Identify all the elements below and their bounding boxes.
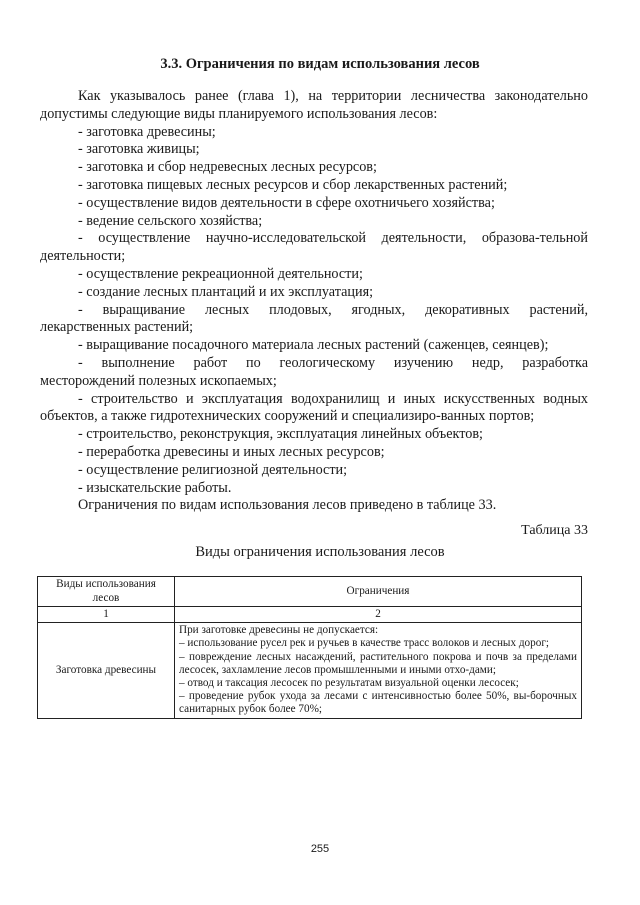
usage-type-cell: Заготовка древесины [38,623,175,718]
list-item [40,337,588,355]
restriction-line: – повреждение лесных насаждений, растительного покрова и почв за пределами лесосек, захламление лесов промышленными и иными отхо-дами; [179,650,577,676]
list-item [40,230,588,266]
list-item [40,284,588,302]
section-heading: 3.3. Ограничения по видам использования лесов [160,56,480,72]
list-item-line: - заготовка пищевых лесных ресурсов и сбор лекарственных растений; [78,176,508,193]
list-item [40,177,588,195]
list-item [40,124,588,142]
list-item-line: - ведение сельского хозяйства; [78,212,263,229]
column-number: 2 [175,607,582,623]
table-number-row [38,607,582,623]
list-item-line: - осуществление религиозной деятельности; [78,461,348,478]
list-item [40,213,588,231]
restriction-line: – отвод и таксация лесосек по результатам визуальной оценки лесосек; [179,677,519,690]
list-item-line: - осуществление видов деятельности в сфере охотничьего хозяйства; [78,194,495,211]
list-item [40,159,588,177]
list-item-line: деятельности; [40,248,126,265]
list-item-line: - осуществление научно-исследовательской деятельности, образова-тельной [78,230,588,247]
intro-line: Как указывалось ранее (глава 1), на территории лесничества законодательно [78,88,588,104]
list-item-line: - строительство, реконструкция, эксплуатация линейных объектов; [78,426,483,443]
table-row [38,623,582,718]
list-item [40,355,588,391]
list-item-line: - заготовка древесины; [78,123,216,140]
restrictions-table [37,576,582,719]
list-item-line: - создание лесных плантаций и их эксплуатация; [78,283,374,300]
list-item-line: объектов, а также гидротехнических сооружений и специализиро-ванных портов; [40,408,535,425]
list-item [40,444,588,462]
list-item-line: - осуществление рекреационной деятельности; [78,265,363,282]
restriction-line: – проведение рубок ухода за лесами с интенсивностью более 50%, вы-борочных санитарных рубок более 70%; [179,690,577,716]
table-title: Виды ограничения использования лесов [195,544,445,560]
list-item-line: - заготовка живицы; [78,141,200,158]
list-item-line: - строительство и эксплуатация водохранилищ и иных искусственных водных [78,390,588,407]
list-item-line: - выполнение работ по геологическому изучению недр, разработка [78,354,588,371]
list-item-line: лекарственных растений; [40,319,194,336]
list-item [40,426,588,444]
list-item-line: - заготовка и сбор недревесных лесных ресурсов; [78,159,377,176]
table-body [38,623,582,718]
list-item [40,195,588,213]
body-text [40,88,588,515]
list-item-line: - выращивание посадочного материала лесных растений (саженцев, сеянцев); [78,337,549,354]
list-item [40,480,588,498]
list-item-line: - выращивание лесных плодовых, ягодных, декоративных растений, [78,301,588,318]
list-item [40,266,588,284]
restriction-line: При заготовке древесины не допускается: [179,624,379,637]
table-label: Таблица 33 [521,523,588,538]
list-item-line: - изыскательские работы. [78,479,232,496]
table-header-row [38,577,582,607]
list-item [40,141,588,159]
list-item-line: - переработка древесины и иных лесных ресурсов; [78,443,385,460]
header-usage-type: Виды использования лесов [38,577,175,607]
list-item [40,391,588,427]
intro-line: допустимы следующие виды планируемого использования лесов: [40,105,438,122]
page-number: 255 [310,843,330,855]
restrictions-cell [175,623,582,718]
list-item-line: месторождений полезных ископаемых; [40,372,277,389]
restriction-line: – использование русел рек и ручьев в качестве трасс волоков и лесных дорог; [179,637,550,650]
intro-paragraph [40,88,588,124]
usage-list [40,124,588,498]
list-item [40,302,588,338]
header-restrictions: Ограничения [175,577,582,607]
list-item [40,462,588,480]
column-number: 1 [38,607,175,623]
closing-sentence: Ограничения по видам использования лесов приведено в таблице 33. [78,497,497,514]
